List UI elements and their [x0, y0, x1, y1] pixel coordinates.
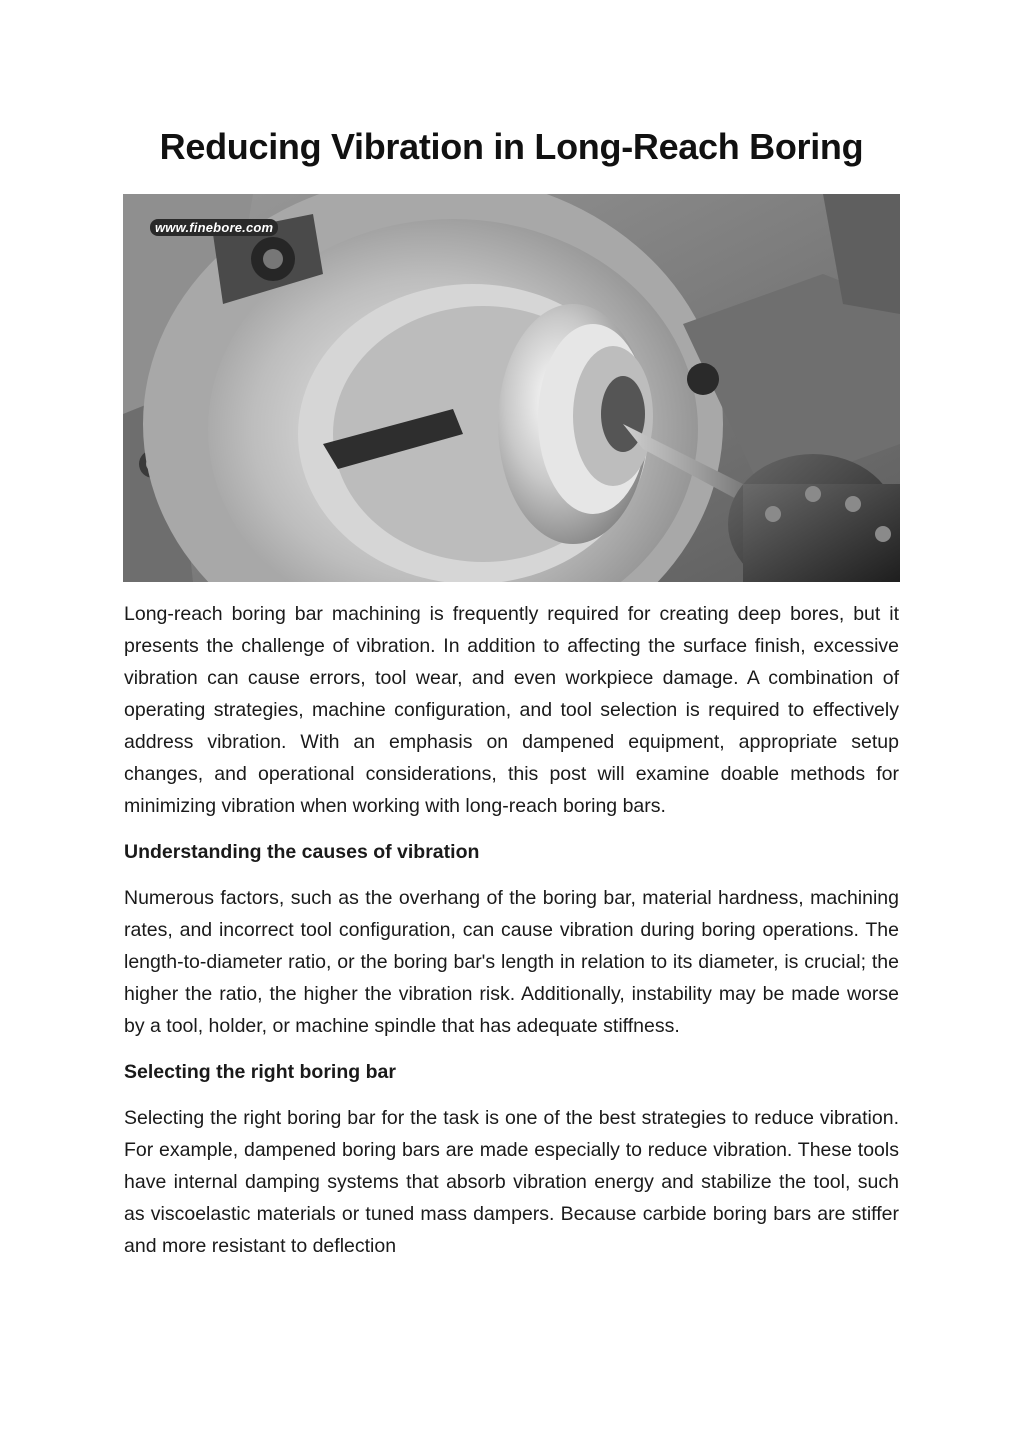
section-paragraph-selecting: Selecting the right boring bar for the task is one of the best strategies to reduce vibration. For example, dampened boring bars are made especially to reduce vibration. These tools have internal damping systems that absorb vibration energy and stabilize the tool, such as viscoelastic materials or tuned mass dampers. Because carbide boring bars are stiffer and more resistant to deflection	[124, 1107, 899, 1257]
article-body	[124, 598, 899, 1262]
boring-bar-illustration	[123, 194, 900, 582]
watermark-label: www.finebore.com	[150, 219, 278, 236]
intro-paragraph: Long-reach boring bar machining is frequently required for creating deep bores, but it presents the challenge of vibration. In addition to affecting the surface finish, excessive vibration can cause errors, tool wear, and even workpiece damage. A combination of operating strategies, machine configuration, and tool selection is required to effectively address vibration. With an emphasis on dampened equipment, appropriate setup changes, and operational considerations, this post will examine doable methods for minimizing vibration when working with long-reach boring bars.	[124, 603, 899, 817]
section-heading-selecting: Selecting the right boring bar	[124, 1061, 396, 1083]
page-title: Reducing Vibration in Long-Reach Boring	[159, 126, 864, 167]
section-paragraph-causes: Numerous factors, such as the overhang of the boring bar, material hardness, machining rates, and incorrect tool configuration, can cause vibration during boring operations. The length-to-diameter ratio, or the boring bar's length in relation to its diameter, is crucial; the higher the ratio, the higher the vibration risk. Additionally, instability may be made worse by a tool, holder, or machine spindle that has adequate stiffness.	[124, 887, 899, 1037]
boring-bar-photo	[123, 194, 900, 582]
section-heading-causes: Understanding the causes of vibration	[124, 841, 480, 863]
